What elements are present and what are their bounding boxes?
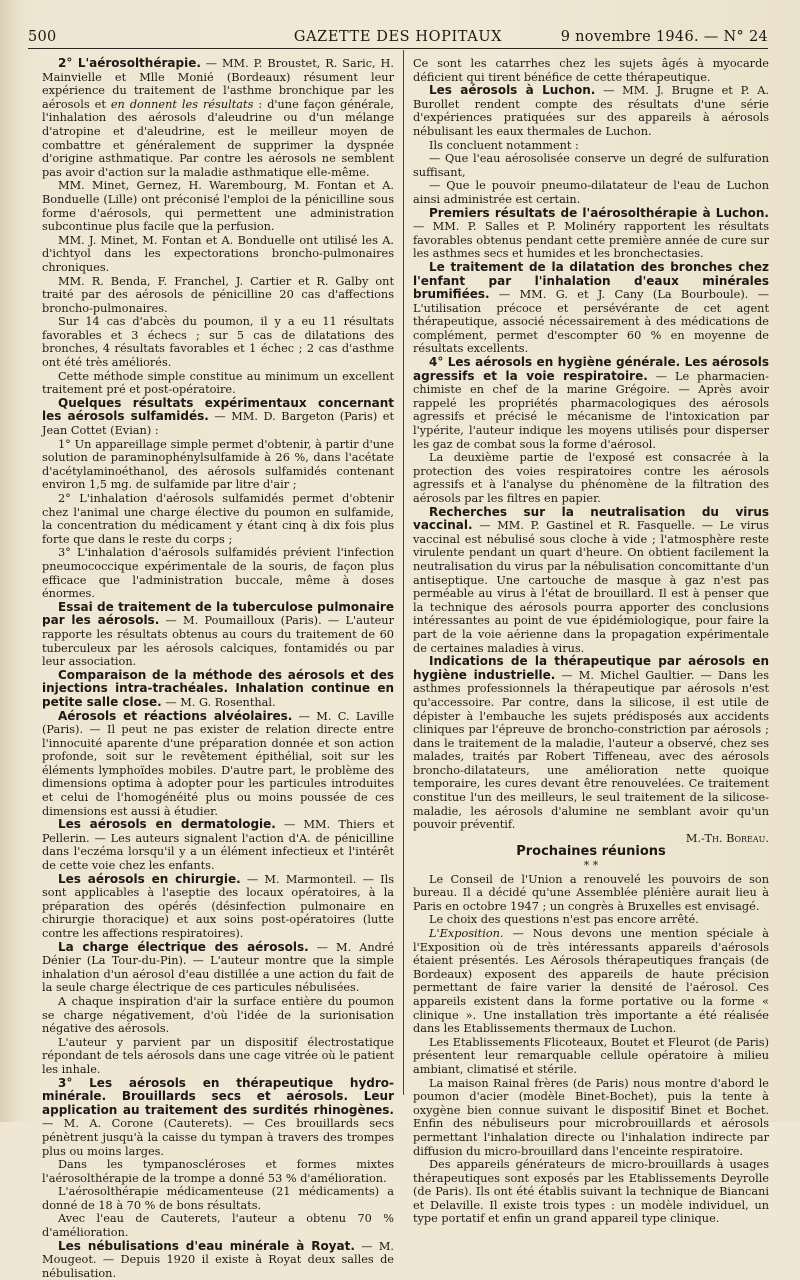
section-heading: Premiers résultats de l'aérosolthérapie à Luchon.	[429, 205, 769, 220]
paragraph: Les aérosols en dermatologie. — MM. Thiers et Pellerin. — Les auteurs signalent l'action d'A. de pénicilline dans l'eczéma lorsqu'il y a un élément infectieux et l'intérêt de cette voie chez les enfants.	[42, 817, 395, 873]
paragraph: MM. R. Benda, F. Franchel, J. Cartier et R. Galby ont traité par des aérosols de pénicilline 20 cas d'affections broncho-pulmonaires.	[42, 274, 394, 315]
paragraph: 3° Les aérosols en thérapeutique hydro-minérale. Brouillards secs et aérosols. Leur application au traitement des surdités rhinogènes. — M. A. Corone (Cauterets). — Ces brouillards secs pénètrent jusqu'à la caisse du tympan à travers des trompes plus ou moins larges.	[42, 1075, 394, 1158]
paragraph: — Que le pouvoir pneumo-dilatateur de l'eau de Luchon ainsi administrée est certain.	[413, 179, 769, 206]
section-heading: Le traitement de la dilatation des bronches chez l'enfant par l'inhalation d'eaux minérales brumifiées.	[413, 259, 769, 302]
section-heading: Les aérosols en dermatologie.	[58, 817, 276, 832]
paragraph: Essai de traitement de la tuberculose pulmonaire par les aérosols. — M. Poumailloux (Paris). — L'auteur rapporte les résultats obtenus au cours du traitement de 60 tuberculeux par les aérosols calciques, fontamidés ou par leur association.	[42, 599, 394, 669]
paragraph: Les nébulisations d'eau minérale à Royat. — M. Mougeot. — Depuis 1920 il existe à Royat deux salles de nébulisation.	[42, 1238, 394, 1280]
section-heading: Aérosols et réactions alvéolaires.	[58, 708, 293, 723]
ornament: * *	[583, 859, 599, 873]
column-divider	[403, 50, 404, 1095]
paragraph: 2° L'inhalation d'aérosols sulfamidés permet d'obtenir chez l'animal une charge élective du poumon en sulfamide, la concentration du médicament y étant cinq à dix fois plus forte que dans le reste du corps ;	[42, 492, 394, 546]
paragraph: Premiers résultats de l'aérosolthérapie à Luchon. — MM. P. Salles et P. Molinéry rapportent les résultats favorables obtenus pendant cette première année de cure sur les asthmes secs et humides et les bronchectasies.	[413, 205, 769, 261]
section-heading: Quelques résultats expérimentaux concernant les aérosols sulfamidés.	[42, 395, 394, 424]
paragraph: A chaque inspiration d'air la surface entière du poumon se charge négativement, d'où l'idée de la surionisation négative des aérosols.	[42, 994, 394, 1036]
paragraph: — Que l'eau aérosolisée conserve un degré de sulfuration suffisant,	[413, 152, 769, 179]
paragraph: Les aérosols à Luchon. — MM. J. Brugne et P. A. Burollet rendent compte des résultats d'une série d'expériences pratiquées sur des appareils à aérosols nébulisant les eaux thermales de Luchon.	[413, 83, 770, 138]
paragraph: Recherches sur la neutralisation du virus vaccinal. — MM. P. Gastinel et R. Fasquelle. — Le virus vaccinal est nébulisé sous cloche à vide ; l'atmosphère reste virulente pendant un quart d'heure. On obtient facilement la neutralisation du virus par la nébulisation concomittante d'un antiseptique. Une cartouche de masque à gaz n'est pas perméable au virus à l'état de brouillard. Il est à penser que la technique des aérosols pourra apporter des conclusions intéressantes au point de vue épidémiologique, pour faire la part de la voie aérienne dans la propagation expérimentale de certaines maladies à virus.	[413, 504, 769, 655]
paragraph: Indications de la thérapeutique par aérosols en hygiène industrielle. — M. Michel Gaultier. — Dans les asthmes professionnels la thérapeutique par aérosols n'est qu'accessoire. Par contre, dans la silicose, il est utile de dépister à l'embauche les sujets prédisposés aux accidents cliniques par l'épreuve de broncho-constriction par aérosols ; dans le traitement de la maladie, l'auteur a observé, chez ses malades, traités par Robert Tiffeneau, avec des aérosols broncho-dilatateurs, une amélioration nette quoique temporaire, les cures devant être renouvelées. Ce traitement constitue l'un des meilleurs, le seul traitement de la silicose-maladie, les aérosols d'alumine ne semblant avoir qu'un pouvoir préventif.	[413, 654, 769, 832]
issue-date: 9 novembre 1946. — N° 24	[560, 29, 768, 45]
paragraph: Ils concluent notamment :	[429, 138, 579, 152]
paragraph: Les Etablissements Flicoteaux, Boutet et Fleurot (de Paris) présentent leur remarquable cellule opératoire à milieu ambiant, climatisé et stérile.	[413, 1035, 769, 1076]
paragraph: Les aérosols en chirurgie. — M. Marmonteil. — Ils sont applicables à l'aseptie des locaux opératoires, à la préparation des opérés (désinfection pulmonaire en chirurgie thoracique) et aux soins post-opératoires (lutte contre les affections respiratoires).	[42, 871, 394, 940]
paragraph: La deuxième partie de l'exposé est consacrée à la protection des voies respiratoires contre les aérosols agressifs et à l'analyse du phénomène de la filtration des aérosols par les filtres en papier.	[413, 451, 769, 505]
section-heading: Les aérosols à Luchon.	[429, 83, 596, 98]
section-heading: Comparaison de la méthode des aérosols et des injections intra-trachéales. Inhalation continue en petite salle close.	[42, 667, 394, 709]
paragraph: L'Exposition. — Nous devons une mention spéciale à l'Exposition où de très intéressants appareils d'aérosols étaient présentés. Les Aérosols thérapeutiques français (de Bordeaux) exposent des appareils de haute précision permettant de faire varier la densité de l'aérosol. Ces appareils existent dans la forme portative ou la forme « clinique ». Une installation très importante a été réalisée dans les Etablissements thermaux de Luchon.	[413, 927, 769, 1036]
paragraph: Le choix des questions n'est pas encore arrêté.	[429, 913, 699, 927]
section-heading: 3° Les aérosols en thérapeutique hydro-minérale. Brouillards secs et aérosols. Leur application au traitement des surdités rhinogènes.	[42, 1075, 394, 1117]
paragraph: Des appareils générateurs de micro-brouillards à usages thérapeutiques sont exposés par les Etablissements Deyrolle (de Paris). Ils ont été établis suivant la technique de Biancani et Delaville. Il existe trois types : un modèle individuel, un type portatif et enfin un grand appareil type clinique.	[413, 1158, 769, 1226]
paragraph: Le Conseil de l'Union a renouvelé les pouvoirs de son bureau. Il a décidé qu'une Assemblée plénière aurait lieu à Paris en octobre 1947 ; un congrès à Bruxelles est envisagé.	[413, 872, 769, 913]
paragraph: MM. Minet, Gernez, H. Warembourg, M. Fontan et A. Bonduelle (Lille) ont préconisé l'emploi de la pénicilline sous forme d'aérosols, qui permettent une administration subcontinue plus facile que la perfusion.	[42, 179, 394, 234]
paragraph: L'auteur y parvient par un dispositif électrostatique répondant de tels aérosols dans une cage vitrée où le patient les inhale.	[42, 1035, 394, 1076]
section-heading: Indications de la thérapeutique par aérosols en hygiène industrielle.	[413, 654, 769, 682]
section-heading: 2° L'aérosolthérapie.	[58, 56, 201, 70]
right-column	[413, 57, 769, 1226]
section-heading: Les aérosols en chirurgie.	[58, 871, 241, 886]
paragraph: 2° L'aérosolthérapie. — MM. P. Broustet, R. Saric, H. Mainvielle et Mlle Monié (Bordeaux) résument leur expérience du traitement de l'asthme bronchique par les aérosols et en donnent les résultats : d'une façon générale, l'inhalation des aérosols d'aleudrine ou d'un mélange d'atropine et d'aleudrine, est le meilleur moyen de combattre et généralement de supprimer la dyspnée d'origine asthmatique. Par contre les aérosols ne semblent pas avoir d'action sur la maladie asthmatique elle-même.	[42, 56, 394, 179]
paragraph: Avec l'eau de Cauterets, l'auteur a obtenu 70 % d'amélioration.	[42, 1212, 394, 1240]
journal-title: GAZETTE DES HOPITAUX	[293, 29, 503, 45]
paragraph: 4° Les aérosols en hygiène générale. Les aérosols agressifs et la voie respiratoire. — Le pharmacien-chimiste en chef de la marine Grégoire. — Après avoir rappelé les propriétés pharmacologiques des aérosols agressifs et précisé le mécanisme de l'intoxication par l'ypérite, l'auteur indique les moyens utilisés pour disperser les gaz de combat sous la forme d'aérosol.	[413, 355, 769, 451]
section-heading: 4° Les aérosols en hygiène générale. Les aérosols agressifs et la voie respiratoire.	[413, 355, 769, 383]
section-heading: La charge électrique des aérosols.	[58, 939, 309, 954]
paragraph: Le traitement de la dilatation des bronches chez l'enfant par l'inhalation d'eaux minérales brumifiées. — MM. G. et J. Cany (La Bourboule). — L'utilisation précoce et persévérante de cet agent thérapeutique, associé nécessairement à des médications de complément, permet d'escompter 60 % en moyenne de résultats excellents.	[413, 259, 769, 356]
section-heading: Essai de traitement de la tuberculose pulmonaire par les aérosols.	[42, 599, 394, 628]
author-signature: M.-Th. Boreau.	[685, 831, 769, 845]
running-header	[28, 28, 768, 49]
paragraph: L'aérosolthérapie médicamenteuse (21 médicaments) a donné de 18 à 70 % de bons résultats.	[42, 1185, 394, 1212]
paragraph: Sur 14 cas d'abcès du poumon, il y a eu 11 résultats favorables et 3 échecs ; sur 5 cas de dilatations des bronches, 4 résultats favorables et 1 échec ; 2 cas d'asthme ont été très améliorés.	[42, 315, 394, 370]
paragraph: Aérosols et réactions alvéolaires. — M. C. Laville (Paris). — Il peut ne pas exister de relation directe entre l'innocuité aparente d'une préparation donnée et son action profonde, soit sur le revêtement épithélial, soit sur les éléments lymphoïdes mobiles. D'autre part, le problème des dimensions optima à adopter pour les particules introduites et celui de l'homogénéité plus ou moins poussée de ces dimensions est aussi à étudier.	[42, 708, 395, 818]
exposition-label: L'Exposition.	[429, 927, 504, 940]
paragraph: Quelques résultats expérimentaux concernant les aérosols sulfamidés. — MM. D. Bargeton (Paris) et Jean Cottet (Evian) :	[42, 395, 394, 438]
left-column	[42, 57, 394, 1280]
section-title: Prochaines réunions	[516, 844, 666, 860]
paragraph: Cette méthode simple constitue au minimum un excellent traitement pré et post-opératoire.	[42, 369, 394, 397]
paragraph: Ce sont les catarrhes chez les sujets âgés à myocarde déficient qui tirent bénéfice de cette thérapeutique.	[413, 57, 769, 84]
page-number: 500	[28, 29, 57, 45]
paragraph: 1° Un appareillage simple permet d'obtenir, à partir d'une solution de paraminophénylsulfamide à 26 %, dans l'acétate d'acétylaminoéthanol, des aérosols sulfamidés contenant environ 1,5 mg. de sulfamide par litre d'air ;	[42, 437, 394, 492]
paragraph: La maison Rainal frères (de Paris) nous montre d'abord le poumon d'acier (modèle Binet-Bochet), puis la tente à oxygène bien connue suivant le dispositif Binet et Bochet. Enfin des nébuliseurs pour microbrouillards et aérosols permettant l'inhalation directe ou l'inhalation indirecte par diffusion du micro-brouillard dans l'enceinte respiratoire.	[413, 1076, 769, 1158]
paragraph: MM. J. Minet, M. Fontan et A. Bonduelle ont utilisé les A. d'ichtyol dans les expectorations broncho-pulmonaires chroniques.	[42, 233, 394, 274]
section-heading: Les nébulisations d'eau minérale à Royat.	[58, 1238, 355, 1253]
section-heading: Recherches sur la neutralisation du virus vaccinal.	[413, 504, 769, 533]
paragraph: Dans les tympanoscléroses et formes mixtes l'aérosolthérapie de la trompe a donné 53 % d'amélioration.	[42, 1158, 394, 1185]
paragraph: Comparaison de la méthode des aérosols et des injections intra-trachéales. Inhalation continue en petite salle close. — M. G. Rosenthal.	[42, 667, 394, 709]
paragraph: La charge électrique des aérosols. — M. André Dénier (La Tour-du-Pin). — L'auteur montre que la simple inhalation d'un aérosol d'eau distillée a une action du fait de la seule charge électrique de ces particules nébulisées.	[42, 939, 394, 995]
paragraph: 3° L'inhalation d'aérosols sulfamidés prévient l'infection pneumococcique expérimentale de la souris, de façon plus efficace que l'administration buccale, même à doses énormes.	[42, 546, 394, 601]
